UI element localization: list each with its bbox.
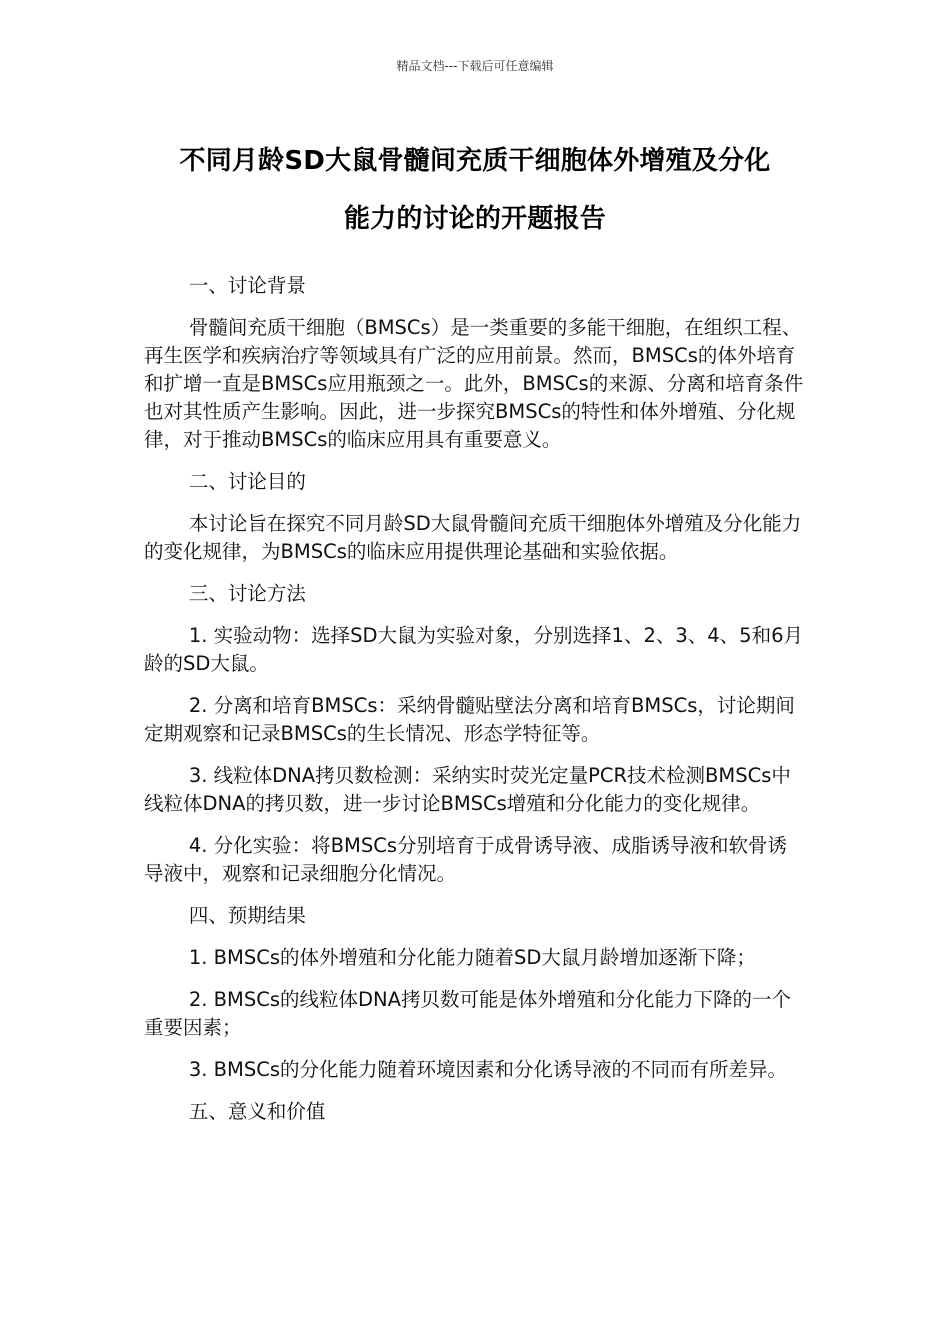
page-header: 精品文档---下载后可任意编辑 xyxy=(396,59,554,73)
section-heading-results: 四、预期结果 xyxy=(188,904,306,927)
section-heading-methods: 三、讨论方法 xyxy=(188,582,306,605)
purpose-paragraph: 本讨论旨在探究不同月龄SD大鼠骨髓间充质干细胞体外增殖及分化能力的变化规律，为BMSCs的临床应用提供理论基础和实验依据。 xyxy=(144,512,802,563)
document-title xyxy=(140,132,810,248)
section-heading-significance: 五、意义和价值 xyxy=(188,1100,326,1123)
results-item: 3. BMSCs的分化能力随着环境因素和分化诱导液的不同而有所差异。 xyxy=(188,1058,788,1081)
results-item: 1. BMSCs的体外增殖和分化能力随着SD大鼠月龄增加逐渐下降； xyxy=(188,946,756,969)
document-body xyxy=(144,272,806,1140)
title-line-1: 不同月龄SD大鼠骨髓间充质干细胞体外增殖及分化 xyxy=(179,146,771,176)
results-item: 2. BMSCs的线粒体DNA拷贝数可能是体外增殖和分化能力下降的一个重要因素； xyxy=(144,988,791,1039)
section-heading-purpose: 二、讨论目的 xyxy=(188,470,306,493)
background-paragraph: 骨髓间充质干细胞（BMSCs）是一类重要的多能干细胞，在组织工程、再生医学和疾病治疗等领域具有广泛的应用前景。然而，BMSCs的体外培育和扩增一直是BMSCs应用瓶颈之一。此外，BMSCs的来源、分离和培育条件也对其性质产生影响。因此，进一步探究BMSCs的特性和体外增殖、分化规律，对于推动BMSCs的临床应用具有重要意义。 xyxy=(144,316,804,451)
methods-item: 3. 线粒体DNA拷贝数检测：采纳实时荧光定量PCR技术检测BMSCs中线粒体DNA的拷贝数，进一步讨论BMSCs增殖和分化能力的变化规律。 xyxy=(144,764,791,815)
methods-item: 1. 实验动物：选择SD大鼠为实验对象，分别选择1、2、3、4、5和6月龄的SD大鼠。 xyxy=(144,624,803,675)
methods-item: 4. 分化实验：将BMSCs分别培育于成骨诱导液、成脂诱导液和软骨诱导液中，观察和记录细胞分化情况。 xyxy=(144,834,788,885)
section-heading-background: 一、讨论背景 xyxy=(188,274,306,297)
title-line-2: 能力的讨论的开题报告 xyxy=(343,204,606,234)
methods-item: 2. 分离和培育BMSCs：采纳骨髓贴壁法分离和培育BMSCs，讨论期间定期观察和记录BMSCs的生长情况、形态学特征等。 xyxy=(144,694,795,745)
